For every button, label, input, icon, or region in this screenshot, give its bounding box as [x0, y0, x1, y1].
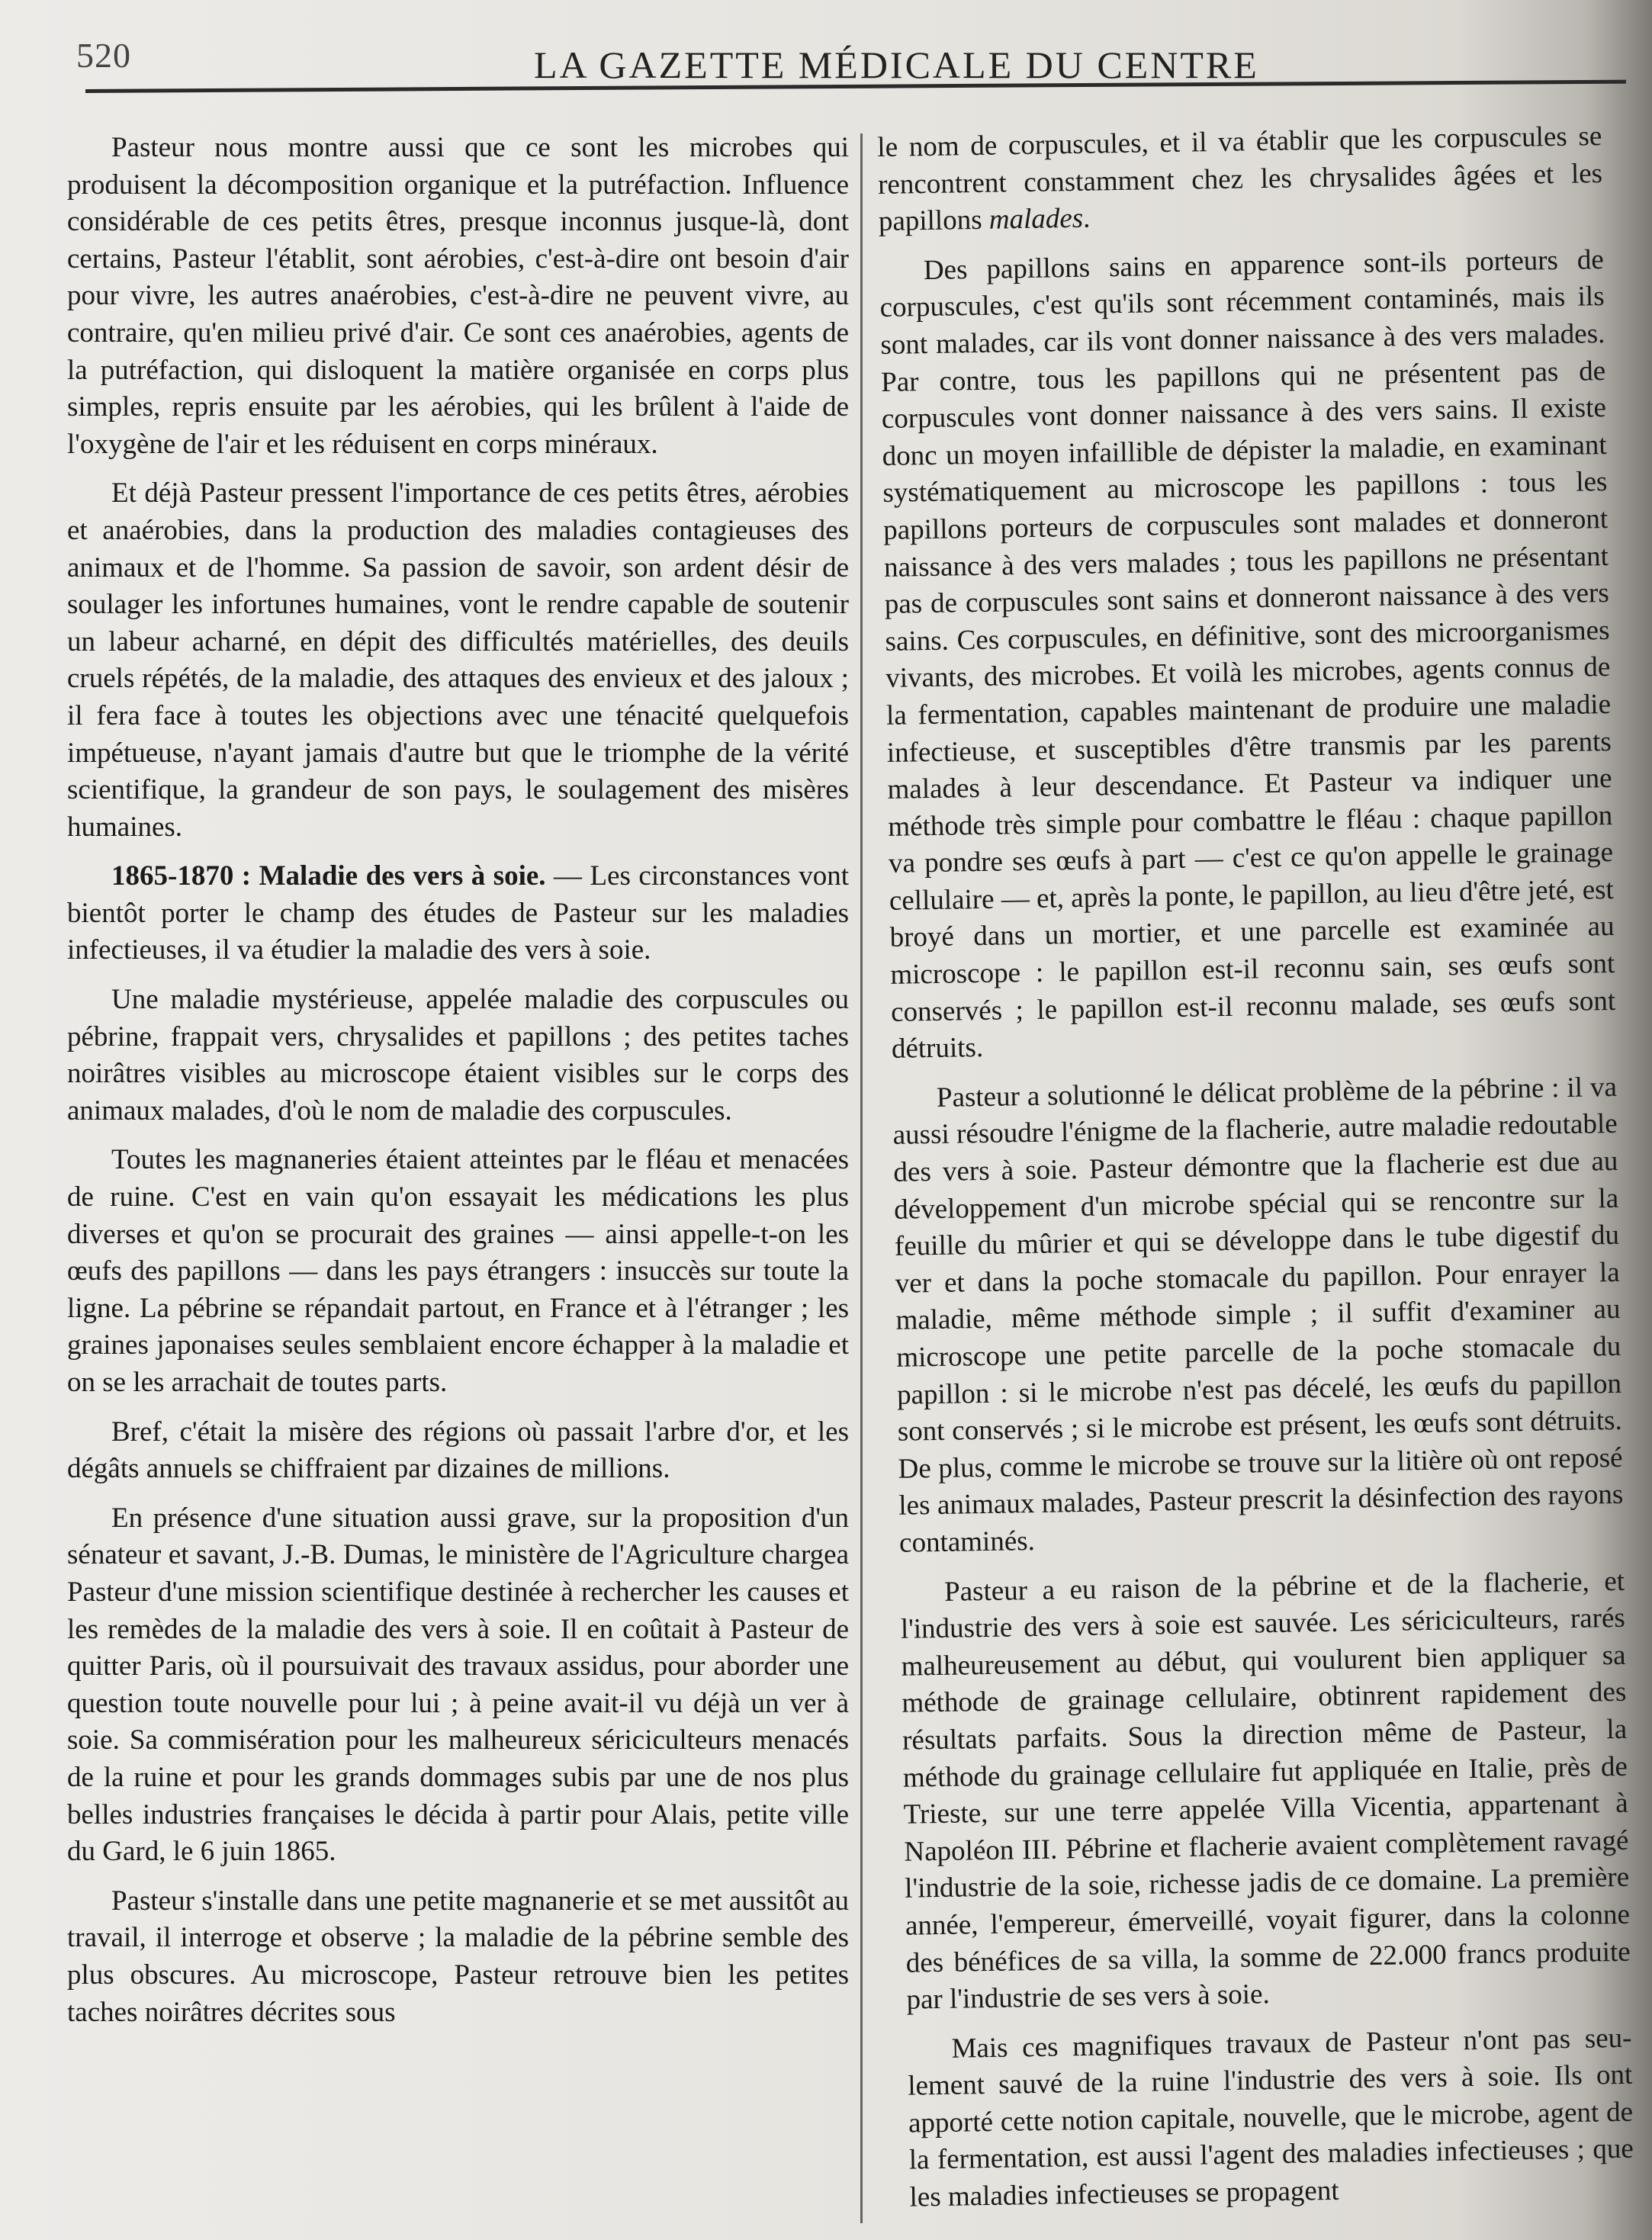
paragraph: En présence d'une situation aussi grave, sur la proposition d'un sénateur et savant, J.-B. Dumas, le ministère de l'Agriculture chargea Pasteur d'une mission scientifique destinée à rechercher les causes et les remèdes de la maladie des vers à soie. Il en coûtait à Pasteur de quitter Paris, où il poursuivait des travaux assidus, pour aborder une question toute nouvelle pour lui ; à peine avait-il vu déjà un ver à soie. Sa commisération pour les malheureux sériciculteurs menacés de la ruine et pour les grands dommages subis par une de nos plus belles industries françaises le décida à partir pour Alais, petite ville du Gard, le 6 juin 1865.	[67, 1502, 849, 1868]
running-title: LA GAZETTE MÉDICALE DU CENTRE	[534, 43, 1259, 86]
paragraph: Bref, c'était la misère des régions où passait l'arbre d'or, et les dégâts annuels se chiffraient par dizaines de millions.	[67, 1416, 849, 1485]
page-number: 520	[76, 36, 131, 75]
page-header	[0, 0, 1652, 107]
right-column	[877, 118, 1634, 2229]
text-run: le nom de corpuscules, et il va établir que les corpuscules se rencontrent constamment chez les chrysalides âgées et les papillons	[877, 121, 1603, 238]
italic-word: malades	[988, 202, 1084, 236]
paragraph: Toutes les magnaneries étaient atteintes par le fléau et menacées de ruine. C'est en vain qu'on essayait les médications les plus diverses et qu'on se procurait des graines — ainsi appelle-t-on les œufs des papillons — dans les pays étrangers : insuccès sur toute la ligne. La pébrine se répandait partout, en France et à l'étranger ; les graines japonaises seules semblaient encore échapper à la maladie et on se les arrachait de toutes parts.	[67, 1144, 849, 1398]
left-column	[67, 130, 849, 2043]
section-text: — Les circonstances vont bientôt porter le champ des études de Pasteur sur les maladies infectieuses, il va étudier la maladie des vers à soie.	[67, 860, 849, 966]
paragraph: Pasteur s'installe dans une petite magnanerie et se met aussitôt au travail, il interroge et observe ; la maladie de la pébrine semble des plus obscures. Au microscope, Pasteur retrouve bien les petites taches noirâtres décrites sous	[67, 1885, 849, 2028]
column-divider	[860, 133, 863, 2223]
paragraph: Pasteur nous montre aussi que ce sont les microbes qui produisent la décomposition organique et la putréfaction. Influence considérable de ces petits êtres, presque inconnus jusque-là, dont certains, Pasteur l'établit, sont aérobies, c'est-à-dire ont besoin d'air pour vivre, les autres anaérobies, c'est-à-dire ne peuvent vivre, au contraire, qu'en milieu privé d'air. Ce sont ces anaérobies, agents de la putréfaction, qui disloquent la matière organisée en corps plus simples, repris ensuite par les aérobies, qui les brûlent à l'aide de l'oxygène de l'air et les réduisent en corps minéraux.	[67, 132, 849, 460]
paragraph: Des papillons sains en apparence sont-ils porteurs de corpuscules, c'est qu'ils sont récemment contaminés, mais ils sont malades, car ils vont donner naissance à des vers malades. Par contre, tous les papillons qui ne présentent pas de corpuscules vont donner naissance à des vers sains. Il existe donc un moyen infaillible de dépister la maladie, en examinant systématiquement au microscope les papillons : tous les papillons porteurs de corpuscules sont malades et donneront naissance à des vers malades ; tous les papillons ne présentant pas de corpuscules sont sains et donneront naissance à des vers sains. Ces corpuscules, en définitive, sont des microorganismes vivants, des microbes. Et voilà les microbes, agents connus de la fermentation, capables maintenant de produire une maladie infectieuse, et susceptibles d'être transmis par les parents malades à leur descendance. Et Pasteur va indiquer une méthode très simple pour combattre le fléau : chaque papillon va pondre ses œufs à part — c'est ce qu'on appelle le grainage cellulaire — et, après la ponte, le papillon, au lieu d'être jeté, est broyé dans un mortier, et une parcelle est examinée au microscope : le papillon est-il reconnu sain, ses œufs sont conservés ; le papillon est-il reconnu malade, ses œufs sont détruits.	[879, 243, 1616, 1065]
text-run: .	[1082, 202, 1091, 234]
section-paragraph	[67, 858, 849, 969]
section-heading: 1865-1870 : Maladie des vers à soie.	[111, 860, 546, 892]
paragraph: Une maladie mystérieuse, appelée maladie des corpuscules ou pébrine, frappait vers, chrysalides et papillons ; des petites taches noirâtres visibles au microscope étaient visibles sur le corps des animaux malades, d'où le nom de maladie des corpuscules.	[67, 984, 849, 1126]
paragraph: Mais ces magnifiques travaux de Pasteur n'ont pas seulement sauvé de la ruine l'industrie des vers à soie. Ils ont apporté cette notion capitale, nouvelle, que le microbe, agent de la fermentation, est aussi l'agent des maladies infectieuses ; que les maladies infectieuses se propagent	[907, 2022, 1634, 2213]
continued-paragraph	[877, 118, 1603, 241]
paragraph: Et déjà Pasteur pressent l'importance de ces petits êtres, aérobies et anaérobies, dans la production des maladies contagieuses des animaux et de l'homme. Sa passion de savoir, son ardent désir de soulager les infortunes humaines, vont le rendre capable de soutenir un labeur acharné, en dépit des difficultés matérielles, des deuils cruels répétés, de la maladie, des attaques des envieux et des jaloux ; il fera face à toutes les objections avec une ténacité quelquefois impétueuse, n'ayant jamais d'autre but que le triomphe de la vérité scientifique, la grandeur de son pays, le soulagement des misères humaines.	[67, 477, 849, 843]
paragraph: Pasteur a solutionné le délicat problème de la pébrine : il va aussi résoudre l'énigme de la flacherie, autre maladie redoutable des vers à soie. Pasteur démontre que la flacherie est due au développement d'un microbe spécial qui se rencontre sur la feuille du mûrier et qui se développe dans le tube digestif du ver et dans la poche stomacale du papillon. Pour enrayer la maladie, même méthode simple ; il suffit d'examiner au microscope une petite parcelle de la poche stomacale du papillon : si le microbe n'est pas décelé, les œufs du papillon sont conservés ; si le microbe est présent, les œufs sont détruits. De plus, comme le microbe se trouve sur la litière où ont reposé les animaux malades, Pasteur prescrit la désinfection des rayons contaminés.	[892, 1071, 1624, 1559]
paragraph: Pasteur a eu raison de la pébrine et de la flacherie, et l'industrie des vers à soie est sauvée. Les sériciculteurs, rarés malheureusement au début, qui voulurent bien appliquer sa méthode de grainage cellulaire, obtinrent rapidement des résultats parfaits. Sous la direction même de Pasteur, la méthode du grainage cellulaire fut appliquée en Italie, près de Trieste, sur une terre appelée Villa Vicentia, appartenant à Napoléon III. Pébrine et flacherie avaient complètement ravagé l'industrie de la soie, richesse jadis de ce domaine. La première année, l'empereur, émerveillé, voyait figurer, dans la colonne des bénéfices de sa villa, la somme de 22.000 francs produite par l'industrie de ses vers à soie.	[900, 1565, 1631, 2016]
